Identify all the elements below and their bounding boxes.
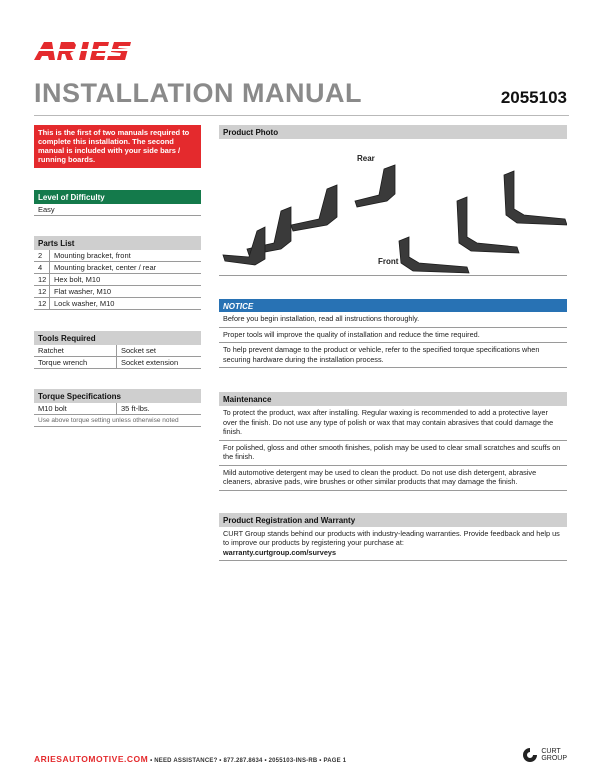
warranty-link[interactable]: warranty.curtgroup.com/surveys	[223, 547, 337, 557]
torque-value: 35 ft-lbs.	[121, 404, 150, 413]
parts-row	[34, 286, 201, 298]
photo-heading: Product Photo	[219, 125, 567, 139]
parts-desc: Flat washer, M10	[54, 287, 112, 296]
torque-row	[34, 403, 201, 415]
notice-paragraph: Before you begin installation, read all instructions thoroughly.	[219, 312, 567, 328]
aries-logo	[34, 40, 138, 62]
notice-paragraph: To help prevent damage to the product or vehicle, refer to the specified torque specifications when securing hardware during the installation process.	[219, 343, 567, 368]
notice-section	[219, 299, 567, 368]
maintenance-heading: Maintenance	[219, 392, 567, 406]
tools-section	[34, 331, 201, 369]
parts-section	[34, 236, 201, 310]
torque-item: M10 bolt	[34, 403, 117, 414]
parts-desc: Lock washer, M10	[54, 299, 115, 308]
header-divider	[34, 115, 569, 116]
brackets-illustration	[219, 139, 567, 276]
maintenance-paragraph: For polished, gloss and other smooth finishes, polish may be used to clear small scratches and scuffs on the finish.	[219, 441, 567, 466]
tool-name: Socket set	[121, 346, 157, 355]
torque-note: Use above torque setting unless otherwise noted	[34, 415, 201, 427]
curt-brand-line1: CURT	[541, 748, 561, 755]
doc-number: 2055103	[500, 88, 567, 107]
footer-site-link[interactable]: ARIESAUTOMOTIVE.COM	[34, 754, 149, 764]
maintenance-paragraph: To protect the product, wax after installing. Regular waxing is recommended to add a protective layer over the finish. Do not use any type of polish or wax that may contain abrasives that could damage the finish.	[219, 406, 567, 441]
registration-section	[219, 513, 567, 562]
page-title: INSTALLATION MANUAL	[34, 78, 362, 108]
alert-banner: This is the first of two manuals required to complete this installation. The second manual is included with your side bars / running boards.	[34, 125, 201, 168]
maintenance-paragraph: Mild automotive detergent may be used to clean the product. Do not use dish detergent, abrasive cleaners, abrasive pads, wire brushes or other similar products that may damage the finish.	[219, 466, 567, 491]
torque-section	[34, 389, 201, 427]
tools-row	[34, 345, 201, 357]
tools-heading: Tools Required	[34, 331, 201, 345]
curt-group-logo	[522, 747, 567, 763]
parts-row	[34, 274, 201, 286]
parts-row	[34, 262, 201, 274]
registration-paragraph	[219, 527, 567, 562]
front-label: Front	[378, 257, 399, 266]
left-column	[34, 125, 201, 427]
parts-qty: 12	[34, 298, 50, 309]
product-photo	[219, 139, 567, 276]
parts-heading: Parts List	[34, 236, 201, 250]
parts-qty: 12	[34, 274, 50, 285]
footer	[34, 754, 346, 764]
parts-row	[34, 250, 201, 262]
parts-row	[34, 298, 201, 310]
tool-name: Torque wrench	[34, 357, 117, 368]
parts-desc: Mounting bracket, center / rear	[54, 263, 157, 272]
parts-desc: Hex bolt, M10	[54, 275, 101, 284]
parts-qty: 4	[34, 262, 50, 273]
maintenance-section	[219, 392, 567, 491]
difficulty-section	[34, 190, 201, 216]
curt-brand-line2: GROUP	[541, 755, 567, 762]
tool-name: Ratchet	[34, 345, 117, 356]
tools-row	[34, 357, 201, 369]
torque-heading: Torque Specifications	[34, 389, 201, 403]
footer-info: • NEED ASSISTANCE? • 877.287.8634 • 2055103-INS-RB • PAGE 1	[150, 758, 347, 764]
tool-name: Socket extension	[121, 358, 179, 367]
parts-desc: Mounting bracket, front	[54, 251, 131, 260]
curt-mark-icon	[522, 747, 538, 763]
notice-heading: NOTICE	[219, 299, 567, 312]
notice-paragraph: Proper tools will improve the quality of installation and reduce the time required.	[219, 328, 567, 344]
registration-text: CURT Group stands behind our products with industry-leading warranties. Provide feedback and help us to improve our products by registering your purchase at:	[223, 528, 560, 547]
registration-heading: Product Registration and Warranty	[219, 513, 567, 527]
parts-qty: 12	[34, 286, 50, 297]
right-column	[219, 125, 567, 561]
difficulty-heading: Level of Difficulty	[34, 190, 201, 204]
parts-qty: 2	[34, 250, 50, 261]
rear-label: Rear	[357, 154, 375, 163]
difficulty-value: Easy	[34, 204, 201, 216]
